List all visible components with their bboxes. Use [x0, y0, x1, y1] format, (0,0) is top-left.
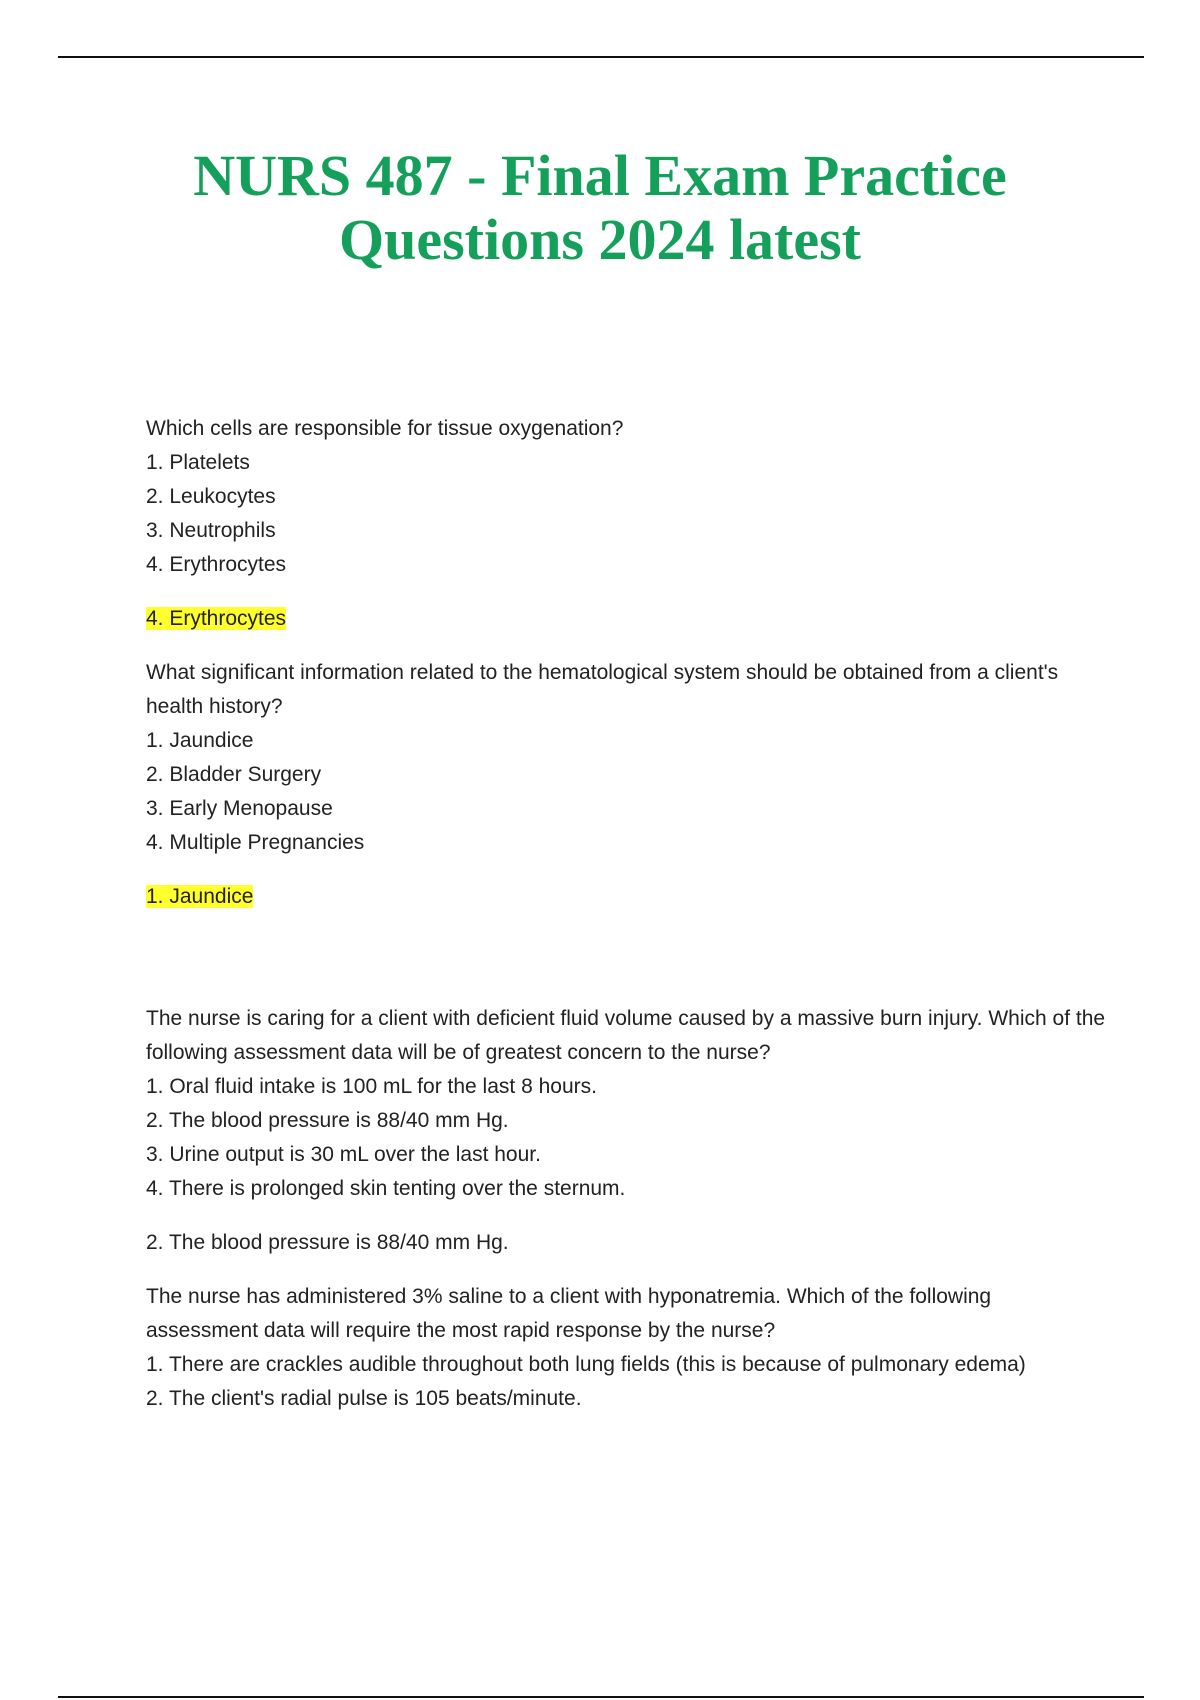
- highlighted-answer: 1. Jaundice: [146, 885, 254, 908]
- highlighted-answer: 4. Erythrocytes: [146, 607, 287, 630]
- option-item: 1. Oral fluid intake is 100 mL for the last 8 hours.: [146, 1075, 597, 1098]
- option-item: 3. Neutrophils: [146, 519, 276, 542]
- option-item: 3. Urine output is 30 mL over the last hour.: [146, 1143, 541, 1166]
- question-block: [146, 1280, 1106, 1416]
- top-rule: [58, 56, 1144, 58]
- page-title: NURS 487 - Final Exam Practice Questions 2024 latest: [193, 143, 1007, 272]
- option-item: 3. Early Menopause: [146, 797, 333, 820]
- option-item: 2. The client's radial pulse is 105 beats/minute.: [146, 1387, 582, 1410]
- option-list: [146, 1070, 1106, 1206]
- option-item: 1. There are crackles audible throughout both lung fields (this is because of pulmonary edema): [146, 1353, 1026, 1376]
- question-block: [146, 656, 1106, 914]
- answer-line: [146, 602, 1106, 636]
- option-list: [146, 724, 1106, 860]
- option-item: 4. Multiple Pregnancies: [146, 831, 365, 854]
- option-item: 2. Bladder Surgery: [146, 763, 322, 786]
- option-list: [146, 446, 1106, 582]
- question-text: The nurse is caring for a client with deficient fluid volume caused by a massive burn injury. Which of the following assessment data will be of greatest concern to the nurse?: [146, 1007, 1106, 1064]
- option-item: 4. Erythrocytes: [146, 553, 287, 576]
- option-item: 2. The blood pressure is 88/40 mm Hg.: [146, 1109, 509, 1132]
- option-item: 2. Leukocytes: [146, 485, 276, 508]
- question-list: [146, 412, 1106, 1416]
- answer-line: [146, 880, 1106, 914]
- option-list: [146, 1348, 1106, 1416]
- answer-line: 2. The blood pressure is 88/40 mm Hg.: [146, 1231, 509, 1254]
- option-item: 1. Platelets: [146, 451, 250, 474]
- option-item: 1. Jaundice: [146, 729, 254, 752]
- bottom-rule: [58, 1696, 1144, 1698]
- question-block: [146, 412, 1106, 636]
- spacer: [146, 934, 1106, 1002]
- question-text: The nurse has administered 3% saline to a client with hyponatremia. Which of the following assessment data will require the most rapid response by the nurse?: [146, 1285, 992, 1342]
- question-text: Which cells are responsible for tissue oxygenation?: [146, 417, 624, 440]
- question-text: What significant information related to the hematological system should be obtained from a client's health history?: [146, 661, 1059, 718]
- question-block: [146, 1002, 1106, 1260]
- option-item: 4. There is prolonged skin tenting over the sternum.: [146, 1177, 626, 1200]
